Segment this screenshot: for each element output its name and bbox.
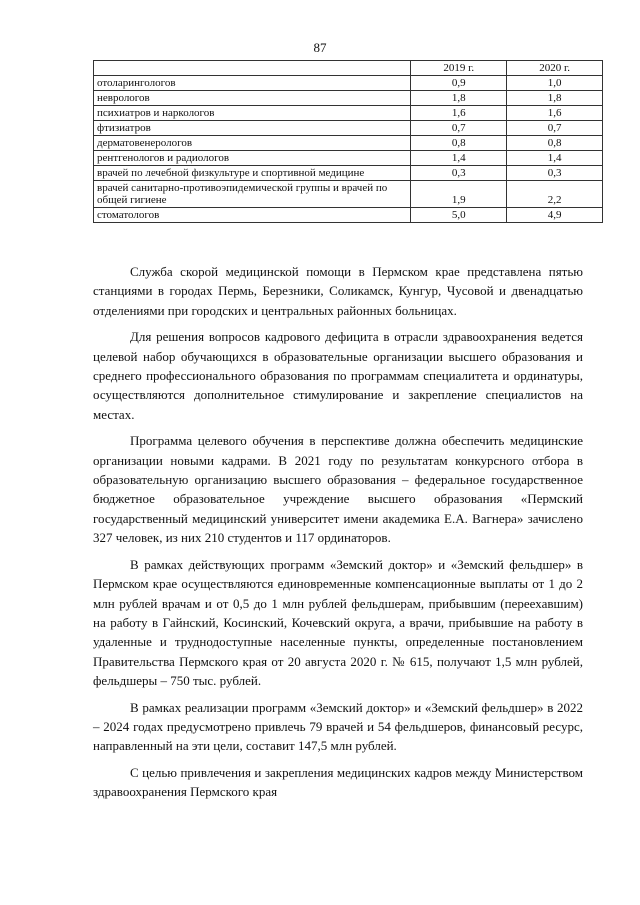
table-row bbox=[94, 208, 603, 223]
table-cell: 1,8 bbox=[411, 91, 507, 106]
paragraph: С целью привлечения и закрепления медицинских кадров между Министерством здравоохранения Пермского края bbox=[93, 764, 583, 800]
table-cell: стоматологов bbox=[94, 208, 411, 223]
table-cell: фтизиатров bbox=[94, 121, 411, 136]
table-cell: 1,4 bbox=[411, 151, 507, 166]
table-cell: 4,9 bbox=[507, 208, 603, 223]
table-cell: 0,3 bbox=[507, 166, 603, 181]
table-cell: 1,4 bbox=[507, 151, 603, 166]
table-header-cell: 2020 г. bbox=[507, 61, 603, 76]
table-cell: 1,0 bbox=[507, 76, 603, 91]
table-cell: 5,0 bbox=[411, 208, 507, 223]
table-cell: 0,7 bbox=[507, 121, 603, 136]
table-cell: психиатров и наркологов bbox=[94, 106, 411, 121]
paragraph: Служба скорой медицинской помощи в Пермском крае представлена пятью станциями в городах Пермь, Березники, Соликамск, Кунгур, Чусовой и двенадцатью отделениями при городских и центральных районных больницах. bbox=[93, 264, 583, 318]
table-cell: 2,2 bbox=[507, 181, 603, 208]
paragraph: Для решения вопросов кадрового дефицита в отрасли здравоохранения ведется целевой набор обучающихся в образовательные организации высшего образования и среднего профессионального образования по программам специалитета и ординатуры, осуществляются дополнительное стимулирование и закрепление специалистов на местах. bbox=[93, 329, 583, 422]
table-cell: 1,6 bbox=[507, 106, 603, 121]
table-row bbox=[94, 76, 603, 91]
table-cell: 1,6 bbox=[411, 106, 507, 121]
table-row bbox=[94, 151, 603, 166]
table-cell: отоларингологов bbox=[94, 76, 411, 91]
table-row bbox=[94, 91, 603, 106]
table-row bbox=[94, 106, 603, 121]
table-cell: рентгенологов и радиологов bbox=[94, 151, 411, 166]
table-cell: 1,8 bbox=[507, 91, 603, 106]
table-row bbox=[94, 181, 603, 208]
table-header-cell: 2019 г. bbox=[411, 61, 507, 76]
table-header-row bbox=[94, 61, 603, 76]
table-cell: 0,3 bbox=[411, 166, 507, 181]
table-row bbox=[94, 121, 603, 136]
table-row bbox=[94, 166, 603, 181]
staff-ratio-table bbox=[93, 60, 603, 223]
table-cell: 0,9 bbox=[411, 76, 507, 91]
table-row bbox=[94, 136, 603, 151]
document-body bbox=[93, 262, 583, 809]
table-cell: 0,7 bbox=[411, 121, 507, 136]
table-header-cell bbox=[94, 61, 411, 76]
table-cell: врачей по лечебной физкультуре и спортивной медицине bbox=[94, 166, 411, 181]
table-cell: врачей санитарно-противоэпидемической группы и врачей по общей гигиене bbox=[94, 181, 411, 208]
paragraph: В рамках действующих программ «Земский доктор» и «Земский фельдшер» в Пермском крае осуществляются единовременные компенсационные выплаты от 1 до 2 млн рублей врачам и от 0,5 до 1 млн рублей фельдшерам, прибывшим (переехавшим) на работу в Гайнский, Косинский, Кочевский округа, а врачи, прибывшие на работу в удаленные и труднодоступные населенные пункты, определенные постановлением Правительства Пермского края от 20 августа 2020 г. № 615, получают 1,5 млн рублей, фельдшеры – 750 тыс. рублей. bbox=[93, 556, 583, 689]
table-cell: 0,8 bbox=[411, 136, 507, 151]
table-cell: дерматовенерологов bbox=[94, 136, 411, 151]
table-cell: неврологов bbox=[94, 91, 411, 106]
paragraph: Программа целевого обучения в перспективе должна обеспечить медицинские организации новыми кадрами. В 2021 году по результатам конкурсного отбора в образовательную организацию высшего образования – федеральное государственное бюджетное образовательное учреждение высшего образования «Пермский государственный медицинский университет имени академика Е.А. Вагнера» зачислено 327 человек, из них 210 студентов и 117 ординаторов. bbox=[93, 433, 583, 546]
paragraph: В рамках реализации программ «Земский доктор» и «Земский фельдшер» в 2022 – 2024 годах предусмотрено привлечь 79 врачей и 54 фельдшеров, финансовый ресурс, направленный на эти цели, составит 147,5 млн рублей. bbox=[93, 699, 583, 754]
table-cell: 0,8 bbox=[507, 136, 603, 151]
table-cell: 1,9 bbox=[411, 181, 507, 208]
page-number: 87 bbox=[313, 40, 327, 55]
